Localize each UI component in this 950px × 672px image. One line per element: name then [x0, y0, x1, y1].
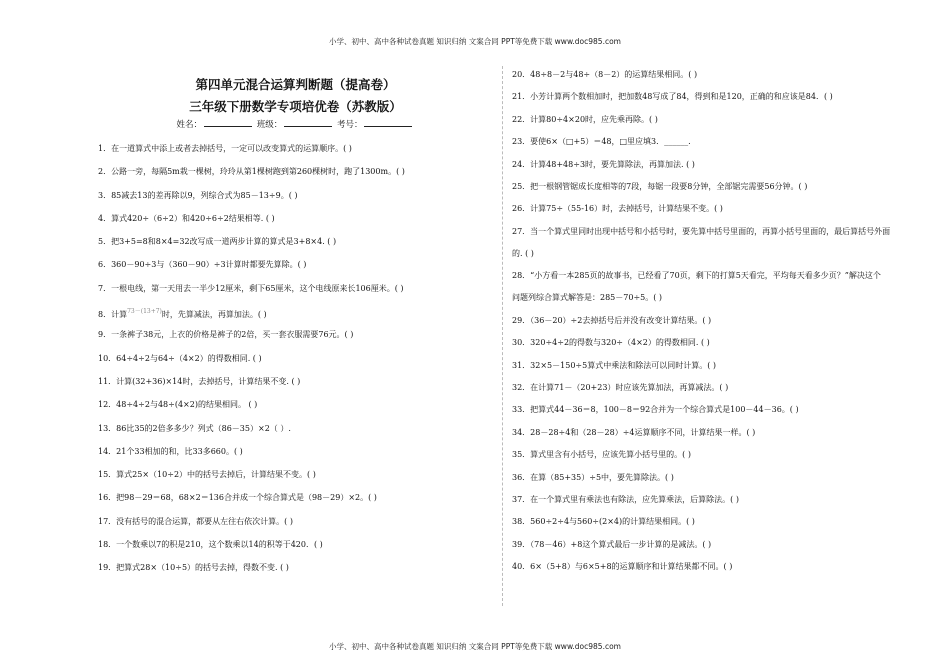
- question-item: 19．把算式28×（10÷5）的括号去掉，得数不变. ( ): [98, 563, 289, 573]
- question-item: 5．把3+5=8和8×4=32改写成一道两步计算的算式是3+8×4. ( ): [98, 237, 337, 247]
- question-item: 25．把一根钢管锯成长度相等的7段，每锯一段要8分钟，全部锯完需要56分钟。( ): [512, 181, 808, 191]
- name-label: 姓名：: [176, 120, 203, 130]
- question-item: 37．在一个算式里有乘法也有除法，应先算乘法，后算除法。( ): [512, 495, 739, 505]
- question-item: 36．在算（85+35）÷5中，要先算除法。( ): [512, 472, 674, 482]
- question-item: 30．320÷4÷2的得数与320÷（4×2）的得数相同. ( ): [512, 338, 710, 348]
- right-column: [512, 70, 912, 585]
- q28-line2: 问题列综合算式解答是：285－70÷5。( ): [512, 293, 663, 303]
- question-item: 7．一根电线，第一天用去一半少12厘米，剩下65厘米，这个电线原来长106厘米。( ): [98, 283, 404, 293]
- question-item: 38．560÷2÷4与560÷(2×4)的计算结果相同。( ): [512, 517, 695, 527]
- number-label: 考号：: [336, 120, 363, 130]
- left-column: [98, 70, 493, 587]
- question-item: 22．计算80÷4×20时，应先乘再除。( ): [512, 114, 658, 124]
- question-item: 21．小芳计算两个数相加时，把加数48写成了84，得到和是120，正确的和应该是84．( ): [512, 92, 833, 102]
- question-item: 10．64÷4÷2与64÷（4×2）的得数相同. ( ): [98, 353, 262, 363]
- page-title: 第四单元混合运算判断题（提高卷）: [195, 77, 396, 92]
- question-item: 16．把98－29＝68，68×2＝136合并成一个综合算式是（98－29）×2。( ): [98, 493, 377, 503]
- student-info: [98, 118, 493, 130]
- question-item: 15．算式25×（10÷2）中的括号去掉后，计算结果不变。( ): [98, 470, 316, 480]
- question-item: 24．计算48+48÷3时，要先算除法，再算加法. ( ): [512, 159, 695, 169]
- question-item: 13．86比35的2倍多多少？列式（86－35）×2（ ）.: [98, 423, 291, 433]
- name-blank[interactable]: [204, 118, 252, 127]
- question-item: 26．计算75÷（55-16）时，去掉括号，计算结果不变。( ): [512, 204, 723, 214]
- question-item: 20．48÷8－2与48÷（8－2）的运算结果相同。( ): [512, 70, 698, 79]
- q8-suffix: 时，先算减法，再算加法。( ): [161, 310, 267, 320]
- question-item: 6．360－90÷3与（360－90）÷3计算时都要先算除。( ): [98, 260, 307, 270]
- question-item: [98, 307, 493, 330]
- column-divider: [502, 66, 503, 606]
- question-item: 40．6×（5+8）与6×5+8的运算顺序和计算结果都不同。( ): [512, 562, 733, 572]
- question-item: 23．要使6×（□+5）＝48，□里应填3．______.: [512, 137, 691, 147]
- q27-line2: 的. ( ): [512, 248, 534, 258]
- question-item: 14．21个33相加的和，比33多660。( ): [98, 446, 243, 456]
- q8-expression: 73－(13+7): [127, 308, 162, 316]
- class-label: 班级：: [256, 120, 283, 130]
- question-item: 12．48÷4÷2与48÷(4×2)的结果相同。 ( ): [98, 400, 258, 410]
- question-item: [512, 271, 912, 316]
- question-item: 35．算式里含有小括号，应该先算小括号里的。( ): [512, 450, 691, 460]
- header-banner: 小学、初中、高中各种试卷真题 知识归纳 文案合同 PPT等免费下载 www.doc985.com: [329, 37, 621, 46]
- q27-line1: 27．当一个算式里同时出现中括号和小括号时，要先算中括号里面的，再算小括号里面的，最后算括号外面: [512, 226, 891, 236]
- class-blank[interactable]: [284, 118, 332, 127]
- question-item: 3．85减去13的差再除以9，列综合式为85－13÷9。( ): [98, 190, 298, 200]
- number-blank[interactable]: [364, 118, 412, 127]
- question-item: 4．算式420÷（6÷2）和420÷6÷2结果相等. ( ): [98, 213, 275, 223]
- question-item: 1．在一道算式中添上或者去掉括号，一定可以改变算式的运算顺序。( ): [98, 144, 352, 153]
- footer-banner: 小学、初中、高中各种试卷真题 知识归纳 文案合同 PPT等免费下载 www.doc985.com: [329, 642, 621, 651]
- question-item: 33．把算式44－36＝8，100－8＝92合并为一个综合算式是100－44－36。( ): [512, 405, 799, 415]
- question-item: 34．28－28÷4和（28－28）÷4运算顺序不同，计算结果一样。( ): [512, 427, 756, 437]
- question-item: 29．（36－20）÷2去掉括号后并没有改变计算结果。( ): [512, 315, 712, 325]
- question-item: 32．在计算71－（20+23）时应该先算加法，再算减法。( ): [512, 383, 729, 393]
- question-item: [512, 227, 912, 272]
- question-item: 2．公路一旁，每隔5m栽一棵树，玲玲从第1棵树跑到第260棵树时，跑了1300m。( ): [98, 167, 405, 177]
- question-item: 17．没有括号的混合运算，都要从左往右依次计算。( ): [98, 516, 293, 526]
- question-item: 31．32×5－150÷5算式中乘法和除法可以同时计算。( ): [512, 360, 716, 370]
- question-item: 39．（78－46）+8这个算式最后一步计算的是减法。( ): [512, 539, 712, 549]
- q28-line1: 28．“小方看一本285页的故事书，已经看了70页，剩下的打算5天看完，平均每天看多少页？”解决这个: [512, 271, 881, 281]
- page-subtitle: 三年级下册数学专项培优卷（苏教版）: [189, 99, 402, 114]
- question-item: 11．计算(32+36)×14时，去掉括号，计算结果不变. ( ): [98, 376, 301, 386]
- q8-prefix: 8．计算: [98, 310, 128, 320]
- question-item: 18．一个数乘以7的积是210，这个数乘以14的积等于420．( ): [98, 540, 323, 550]
- question-item: 9．一条裤子38元，上衣的价格是裤子的2倍，买一套衣服需要76元。( ): [98, 330, 354, 340]
